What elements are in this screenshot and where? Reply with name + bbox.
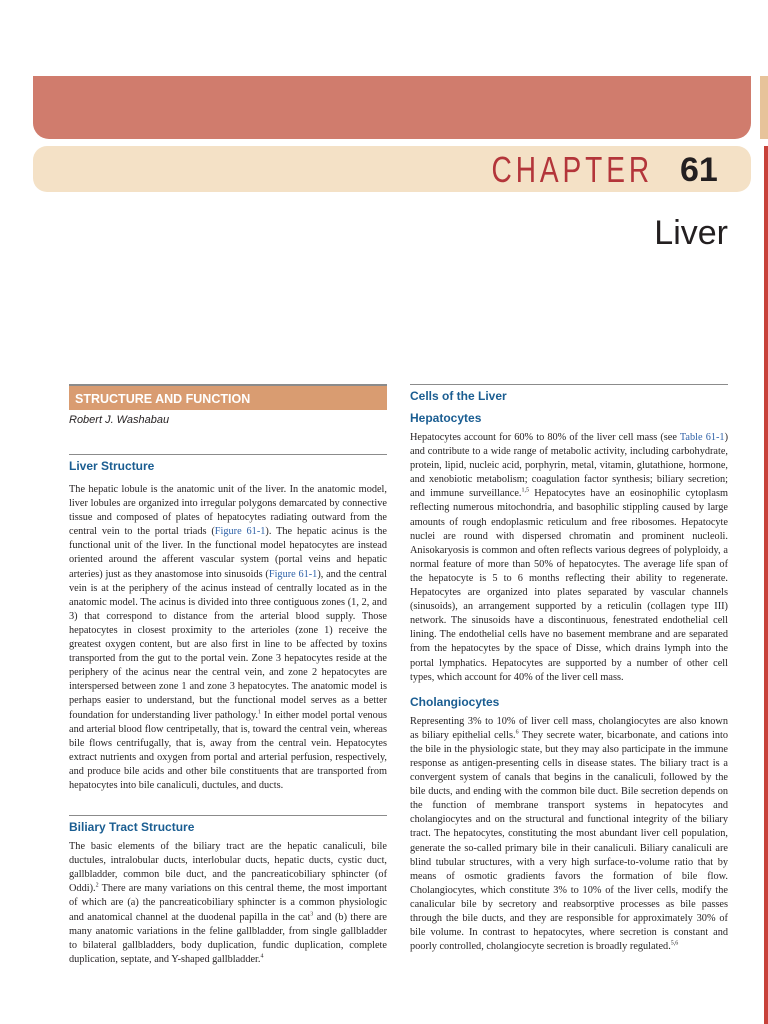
paragraph-biliary-tract: The basic elements of the biliary tract are the hepatic canaliculi, bile ductules, intralobular ducts, interlobular ducts, hepatic ducts, cystic duct, gallbladder, common bile duct, and the pancreaticobiliary sphincter (of Oddi).$^2$ There are many variations on this central theme, the most important of which are (a) the pancreaticobiliary sphincter is a common physiologic and anatomical channel at the duodenal papilla in the cat$^3$ and (b) there are many anatomic variations in the feline gallbladder, from single gallbladder to bilateral gallbladders, body duplication, fundic duplication, complete duplication, septate, and Y-shaped gallbladder.$^4$ bbox=[69, 841, 387, 965]
author-name: Robert J. Washabau bbox=[69, 414, 170, 426]
heading-hepatocytes: Hepatocytes bbox=[410, 411, 482, 425]
section-banner: STRUCTURE AND FUNCTION bbox=[69, 384, 387, 410]
chapter-label: CHAPTER bbox=[491, 149, 653, 190]
heading-biliary-tract: Biliary Tract Structure bbox=[69, 815, 387, 834]
header-edge-tab bbox=[760, 76, 768, 139]
citation-ref[interactable]: 4 bbox=[260, 953, 264, 960]
citation-ref[interactable]: 3 bbox=[310, 911, 314, 918]
header-top-band bbox=[33, 76, 751, 139]
citation-ref[interactable]: 5,6 bbox=[670, 940, 679, 947]
citation-ref[interactable]: 1 bbox=[257, 709, 261, 716]
left-column bbox=[69, 384, 387, 967]
paragraph-cholangiocytes: Representing 3% to 10% of liver cell mass, cholangiocytes are also known as biliary epithelial cells.$^6$ They secrete water, bicarbonate, and cations into the bile in the physiologic state, but they may also participate in the immune response as antigen-presenting cells in disease states. The biliary tract is a convergent system of canals that begins in the canaliculi, followed by the bile ducts, and ending with the common bile duct. Bile secretion depends on the function of membrane transport systems in hepatocytes and cholangiocytes and on the structural and functional integrity of the biliary tract. The hepatocytes, constituting the most abundant liver cell population, generate the so-called primary bile in their canaliculi. Biliary canaliculi are blind tubular structures, with a very high surface-to-volume ratio that by means of osmotic gradients favors the formation of bile flow. Cholangiocytes, which constitute 3% to 10% of the liver cells, modify the canalicular bile by secretory and reabsorptive processes as bile passes through the bile ducts, and they are responsible for approximately 30% of bile volume. In contrast to hepatocytes, where secretion is constant and poorly controlled, cholangiocyte secretion is broadly regulated.$^{5,6}$ bbox=[410, 715, 728, 953]
citation-ref[interactable]: 6 bbox=[515, 729, 519, 736]
heading-liver-structure: Liver Structure bbox=[69, 454, 387, 473]
figure-link[interactable]: Figure 61-1 bbox=[214, 526, 266, 538]
paragraph-hepatocytes: Hepatocytes account for 60% to 80% of the liver cell mass (see Table 61-1) and contribute to a wide range of metabolic activity, including carbohydrate, protein, lipid, nucleic acid, porphyrin, metal, vitamin, glutathione, hormone, and xenobiotic metabolism; coagulation factor synthesis; biliary secretion; and immune surveillance.$^{1,5}$ Hepatocytes have an eosinophilic cytoplasm reflecting numerous mitochondria, and basophilic stippling caused by large amounts of rough endoplasmic reticulum and free ribosomes. Hepatocyte nuclei are round with dispersed chromatin and prominent nucleoli. Anisokaryosis is common and often reflects various degrees of polyploidy, a normal feature of more than 50% of hepatocytes. The average life span of the hepatocyte is 5 to 6 months reflecting their ability to regenerate. Hepatocytes are organized into plates separated by vascular channels (sinusoids), an arrangement supported by a reticulin (collagen type III) network. The sinusoids have a discontinuous, fenestrated endothelial cell lining. The endothelial cells have no basement membrane and are separated from the hepatocytes by the space of Disse, which drains lymph into the portal lymphatics. Hepatocytes are supported by a number of other cell types, which account for 40% of the liver cell mass. bbox=[410, 432, 729, 683]
chapter-title: Liver bbox=[654, 214, 728, 252]
paragraph-liver-structure: The hepatic lobule is the anatomic unit of the liver. In the anatomic model, liver lobules are organized into irregular polygons demarcated by connective tissue and composed of plates of hepatocytes radiating outward from the central vein to the portal triads (Figure 61-1). The hepatic acinus is the functional unit of the liver. In the functional model hepatocytes are instead oriented around the afferent vascular system (portal veins and hepatic arteries) just as they anastomose into sinusoids (Figure 61-1), and the central vein is at the periphery of the acinus instead of centrally located as in the anatomic model. The acinus is divided into three contiguous zones (1, 2, and 3) that correspond to distance from the arterial blood supply. Those hepatocytes in closest proximity to the arterioles (zone 1) receive the greatest oxygen content, but are also first in line to be affected by toxins transported from the gut to the portal vein. Zone 3 hepatocytes reside at the periphery of the acinus near the central vein, and zone 2 hepatocytes are interspersed between zone 1 and zone 3 hepatocytes. The anatomic model is perhaps easier to understand, but the functional model serves as a better foundation for understanding liver pathology.$^1$ In either model portal venous and arterial blood flow centripetally, that is, toward the central vein, whereas bile flows centrifugally, that is, away from the central vein. Hepatocytes extract nutrients and oxygen from portal and arterial perfusion, respectively, and produce bile acids and other bile constituents that are transported from hepatocytes into bile canaliculi, ductules, and ducts. bbox=[69, 484, 387, 791]
heading-cholangiocytes: Cholangiocytes bbox=[410, 694, 500, 709]
citation-ref[interactable]: 2 bbox=[95, 882, 99, 889]
heading-cells-of-liver: Cells of the Liver bbox=[410, 384, 728, 403]
chapter-number: 61 bbox=[680, 151, 718, 189]
table-link[interactable]: Table 61-1 bbox=[679, 432, 725, 443]
figure-link[interactable]: Figure 61-1 bbox=[268, 568, 318, 580]
citation-ref[interactable]: 1,5 bbox=[521, 487, 529, 494]
right-column bbox=[410, 384, 728, 954]
page-edge-rule bbox=[764, 146, 768, 1024]
